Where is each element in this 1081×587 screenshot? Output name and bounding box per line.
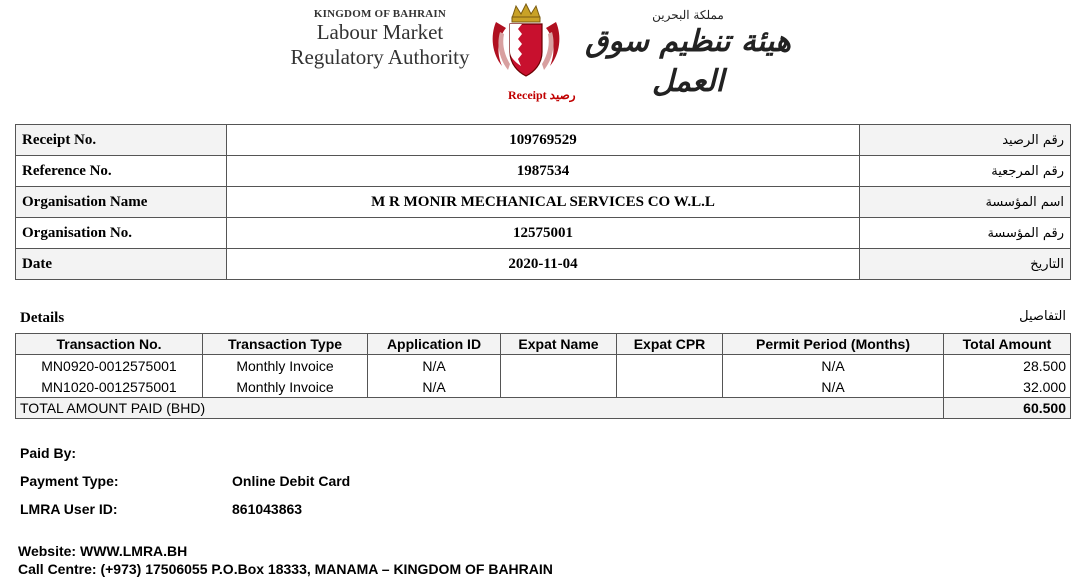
info-value: M R MONIR MECHANICAL SERVICES CO W.L.L	[227, 187, 860, 218]
kingdom-caption: KINGDOM OF BAHRAIN	[313, 8, 447, 20]
transaction-no-cell: MN0920-0012575001	[16, 355, 203, 377]
lmra-english-logo	[280, 8, 480, 70]
expat-cpr-cell	[617, 376, 723, 398]
info-label-arabic: رقم الرصيد	[860, 125, 1071, 156]
arabic-kingdom-caption: مملكة البحرين	[652, 8, 724, 22]
total-amount-label: TOTAL AMOUNT PAID (BHD)	[16, 398, 944, 419]
info-row-receipt-no	[16, 125, 1071, 156]
info-label-arabic: التاريخ	[860, 249, 1071, 280]
column-header: Transaction Type	[203, 334, 368, 355]
info-label: Date	[16, 249, 227, 280]
info-row-date	[16, 249, 1071, 280]
info-value: 12575001	[227, 218, 860, 249]
details-heading-arabic: التفاصيل	[1019, 309, 1066, 324]
application-id-cell: N/A	[368, 376, 501, 398]
authority-name-line2: Regulatory Authority	[290, 45, 470, 69]
total-amount-cell: 28.500	[944, 355, 1071, 377]
permit-period-cell: N/A	[723, 355, 944, 377]
expat-cpr-cell	[617, 355, 723, 377]
transaction-no-cell: MN1020-0012575001	[16, 376, 203, 398]
info-value: 1987534	[227, 156, 860, 187]
expat-name-cell	[501, 376, 617, 398]
call-centre-line: Call Centre: (+973) 17506055 P.O.Box 18333, MANAMA – KINGDOM OF BAHRAIN	[18, 561, 553, 577]
info-label: Receipt No.	[16, 125, 227, 156]
column-header: Total Amount	[944, 334, 1071, 355]
user-id-value: 861043863	[232, 501, 303, 517]
info-label-arabic: رقم المرجعية	[860, 156, 1071, 187]
info-label: Reference No.	[16, 156, 227, 187]
receipt-info-table	[15, 124, 1071, 280]
info-row-organisation-name	[16, 187, 1071, 218]
info-label-arabic: اسم المؤسسة	[860, 187, 1071, 218]
receipt-caption: Receipt رصيد	[508, 88, 576, 102]
transactions-table	[15, 333, 1071, 419]
info-label-arabic: رقم المؤسسة	[860, 218, 1071, 249]
table-row	[16, 376, 1071, 398]
table-row	[16, 355, 1071, 377]
website-line: Website: WWW.LMRA.BH	[18, 543, 188, 559]
info-value: 2020-11-04	[227, 249, 860, 280]
table-header-row	[16, 334, 1071, 355]
transaction-type-cell: Monthly Invoice	[203, 376, 368, 398]
payment-type-value: Online Debit Card	[232, 473, 351, 489]
bahrain-emblem-icon	[488, 2, 564, 80]
info-row-reference-no	[16, 156, 1071, 187]
lmra-arabic-logo	[570, 8, 806, 102]
paid-by-label: Paid By:	[20, 445, 77, 461]
column-header: Expat Name	[501, 334, 617, 355]
info-label: Organisation Name	[16, 187, 227, 218]
user-id-label: LMRA User ID:	[20, 501, 118, 517]
total-amount-value: 60.500	[944, 398, 1071, 419]
info-label: Organisation No.	[16, 218, 227, 249]
info-row-organisation-no	[16, 218, 1071, 249]
column-header: Transaction No.	[16, 334, 203, 355]
permit-period-cell: N/A	[723, 376, 944, 398]
total-row	[16, 398, 1071, 419]
transaction-type-cell: Monthly Invoice	[203, 355, 368, 377]
payment-type-label: Payment Type:	[20, 473, 119, 489]
total-amount-cell: 32.000	[944, 376, 1071, 398]
application-id-cell: N/A	[368, 355, 501, 377]
details-heading: Details	[20, 310, 65, 326]
arabic-authority-name: هيئة تنظيم سوق العمل	[585, 24, 791, 99]
authority-name-line1: Labour Market	[316, 20, 444, 44]
column-header: Application ID	[368, 334, 501, 355]
column-header: Permit Period (Months)	[723, 334, 944, 355]
expat-name-cell	[501, 355, 617, 377]
column-header: Expat CPR	[617, 334, 723, 355]
info-value: 109769529	[227, 125, 860, 156]
